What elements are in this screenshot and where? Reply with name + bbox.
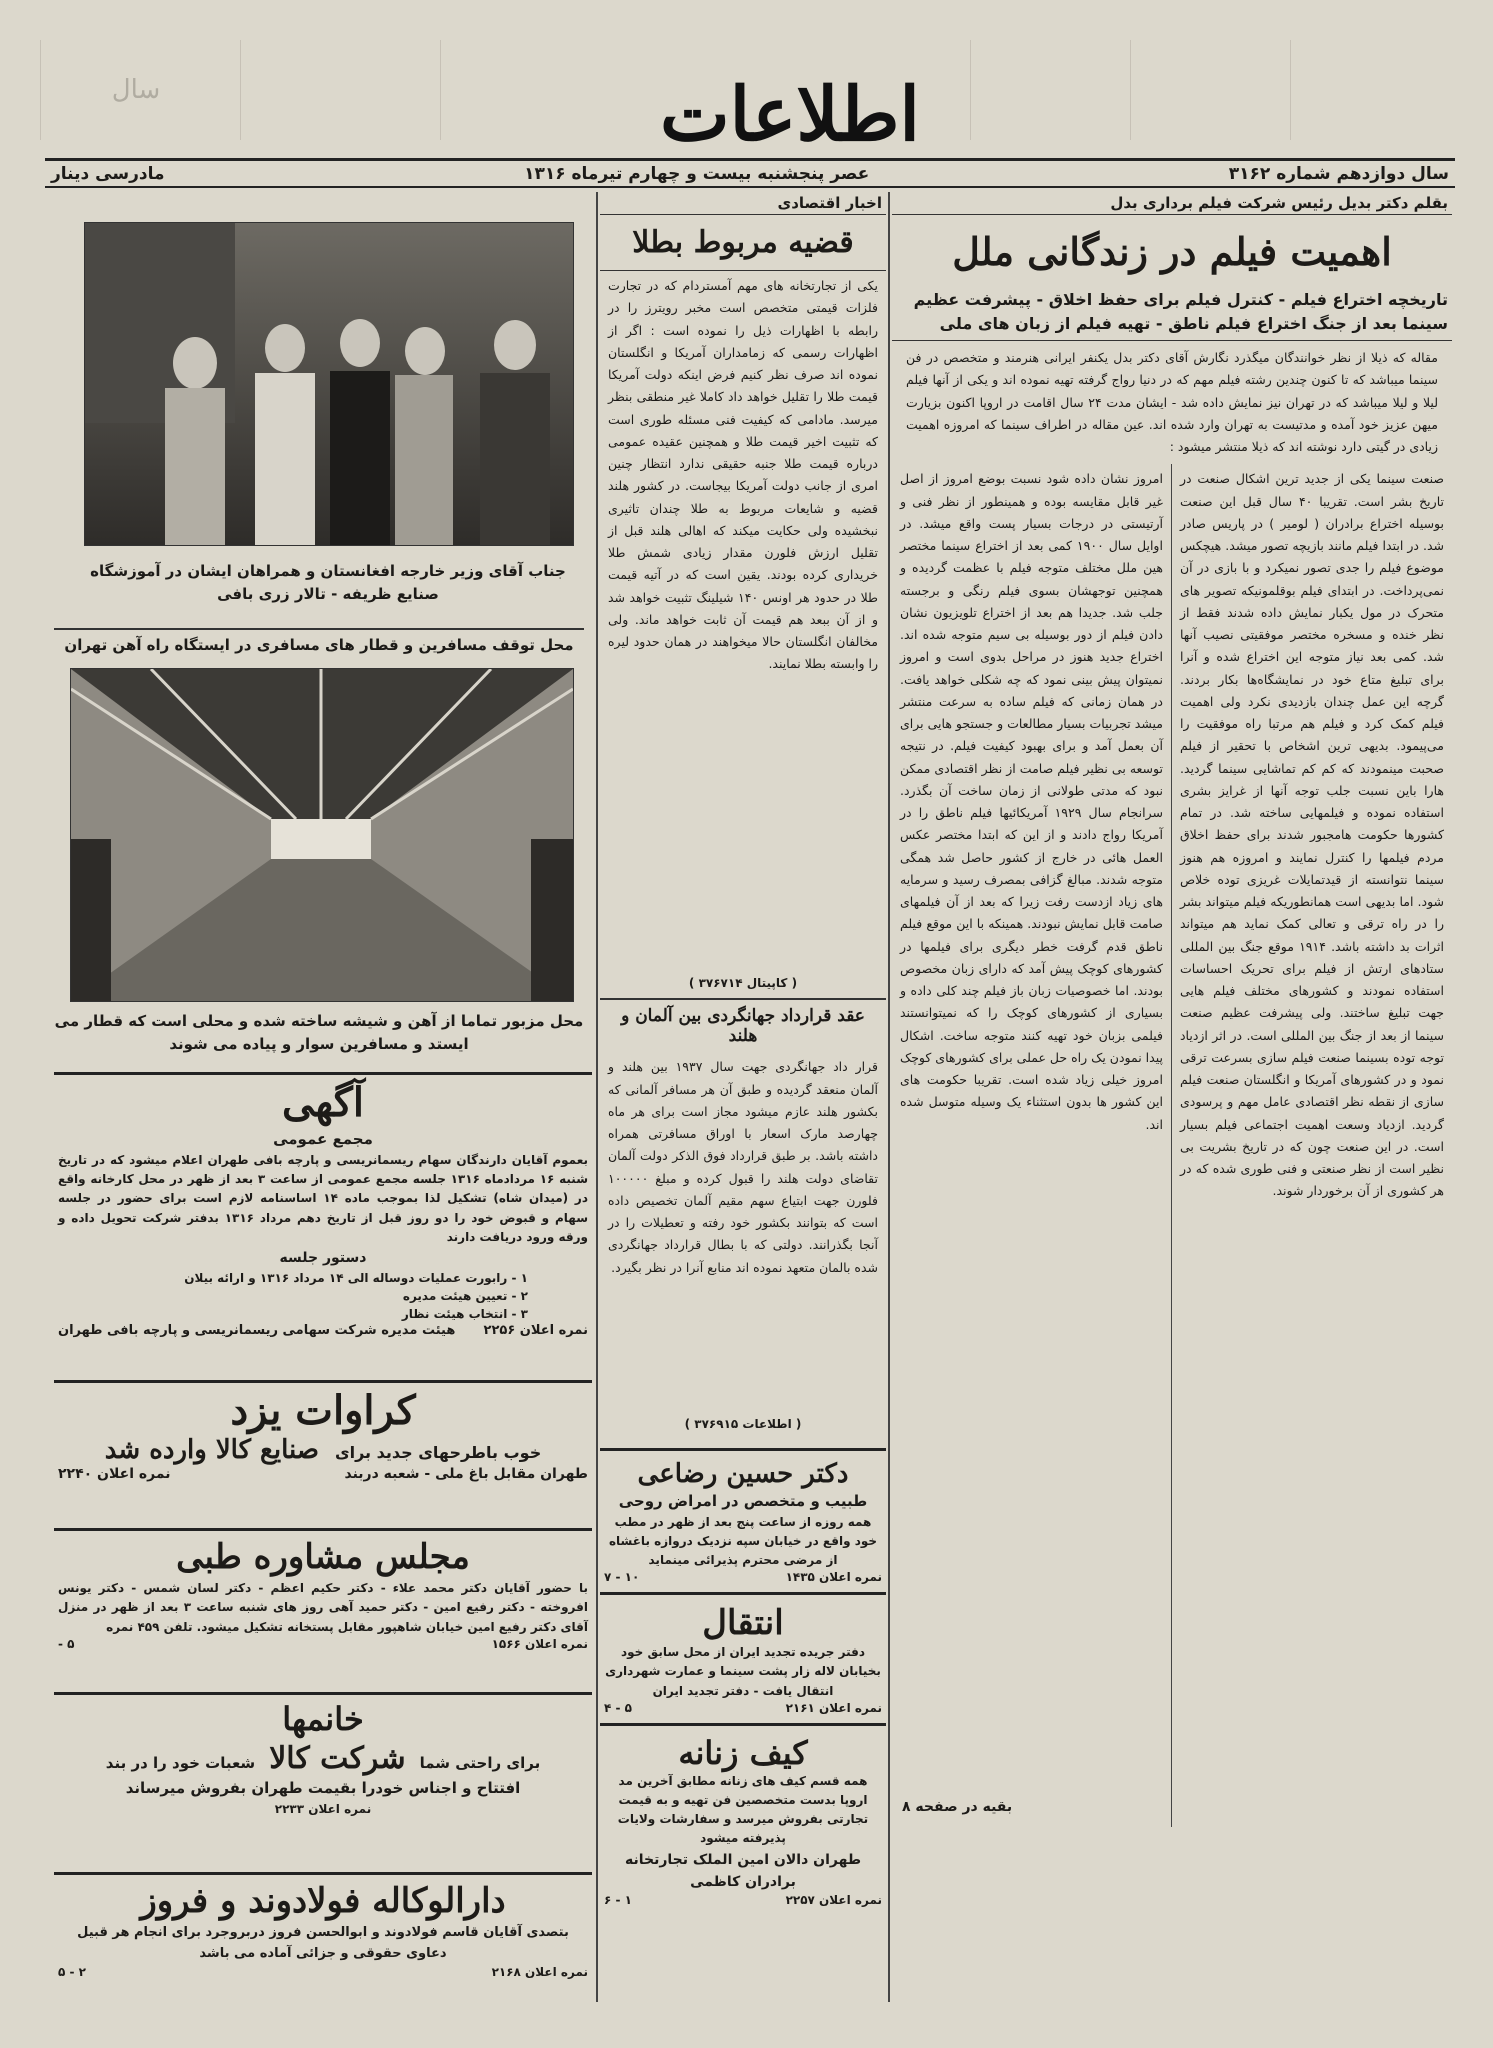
ad-move-code: ۵ - ۴ [604, 1700, 632, 1715]
faded-header-cell [1130, 40, 1281, 140]
ad-doctor [600, 1448, 886, 1593]
photo-station-image [71, 669, 573, 1001]
tourism-headline: عقد قرارداد جهانگردی بین آلمان و هلند [600, 998, 886, 1052]
ad-med-code: ۵ - [58, 1636, 75, 1651]
masthead [40, 30, 1460, 158]
ad-law-title: دارالوکاله فولادوند و فروز [140, 1881, 506, 1921]
faded-header-cell [240, 40, 431, 140]
ad-bag-text: همه قسم کیف های زنانه مطابق آخرین مد اروپا بدست متخصصین فن تهیه و به قیمت تجارتی بفروش میرسد و سفارشات ولایات پذیرفته میشود [617, 1773, 869, 1846]
photo-ministers-image [85, 223, 573, 545]
ad-move [600, 1592, 886, 1723]
tourism-article-body: قرار داد جهانگردی جهت سال ۱۹۳۷ بین هلند و آلمان منعقد گردیده و طبق آن هر مسافر آلمانی که بکشور هلند عازم میشود مجاز است برای هر ماه چهارصد مارک اسعار با اوراق مسافرتی همراه داشته باشد. بر طبق قرارداد فوق الذکر دولت آلمان تقاضای دولت هلند را قبول کرده و مبلغ ۱۰۰۰۰۰ فلورن جهت ابتیاع سهم مقیم آلمان تخصیص داده است که بتوانند بکشور خود رفته و تعطیلات را در آنجا بگذرانند. دولتی که با بطال قرارداد جهانگردی شده بالمان متعهد نموده اند منابع آنرا در نظر بگیرد. [608, 1059, 878, 1275]
faded-header-cell [440, 40, 601, 140]
ad-tie-title: کراوات یزد [230, 1387, 416, 1434]
article-intro: مقاله که ذیلا از نظر خوانندگان میگذرد نگارش آقای دکتر بدل یکنفر ایرانی هنرمند و متخصص در فن سینما میباشد که تا کنون چندین رشته فیلم مهم که در دنیا رواج گرفته تهیه نموده اند و یکی از آنها فیلم لیلا و لیلا میباشد که در تهران نیز نمایش داده شد - ایشان مدت ۲۴ سال اقامت در اروپا اکنون بزیارت میهن عزیز خود آمده و مدتیست به تهران وارد شده اند. عین مقاله در اطراف سینما که امروزه اهمیت زیادی در گیتی دارد نوشته اند که ذیلا منتشر میشود : [906, 350, 1439, 454]
ad-move-no: نمره اعلان ۲۱۶۱ [785, 1700, 882, 1715]
ad-doctor-sub: طبیب و متخصص در امراض روحی [618, 1491, 868, 1510]
ad-notice-no: نمره اعلان ۲۲۵۶ [483, 1323, 588, 1339]
ad-doctor-code: ۱۰ - ۷ [604, 1570, 640, 1585]
ad-bag-addr: طهران دالان امین الملک تجارتخانه برادران کاظمی [624, 1851, 862, 1890]
ad-notice [54, 1072, 592, 1342]
ad-doctor-title: دکتر حسین رضاعی [637, 1458, 849, 1489]
ad-tie-no: نمره اعلان ۲۲۴۰ [58, 1465, 171, 1482]
section-kicker: اخبار اقتصادی [600, 192, 886, 215]
ad-law-no: نمره اعلان ۲۱۶۸ [491, 1964, 588, 1979]
ad-doctor-no: نمره اعلان ۱۴۳۵ [785, 1570, 882, 1585]
ad-bag [600, 1723, 886, 1916]
ad-tie-text: خوب باطرحهای جدید برای [334, 1443, 542, 1462]
agenda-item: ۳ - انتخاب هیئت نظار [401, 1307, 528, 1322]
ad-bag-no: نمره اعلان ۲۲۵۷ [785, 1893, 882, 1908]
issue-price: مادرسی دینار [51, 163, 165, 184]
article-film [892, 192, 1452, 1827]
article-columns [892, 464, 1452, 1827]
column-rule [888, 192, 890, 2002]
ad-med-text: با حضور آقایان دکتر محمد علاء - دکتر حکیم اعظم - دکتر لسان شمس - دکتر یونس افروخته - دکتر رفیع امین - دکتر حمید آهی روز های شنبه ساعت ۳ بعد از ظهر در منزل آقای دکتر رفیع امین خیابان شاهپور مقابل پستخانه تشکیل میشود. تلفن ۴۵۹ نمره [58, 1581, 588, 1634]
article-subhead: تاریخچه اختراع فیلم - کنترل فیلم برای حفظ اخلاق - پیشرفت عظیم سینما بعد از جنگ اختراع فیلم ناطق - تهیه فیلم از زبان های ملی [892, 284, 1452, 341]
ad-notice-text: بعموم آقایان دارندگان سهام ریسمانریسی و پارچه بافی طهران اعلام میشود که در تاریخ شنبه ۱۶ مردادماه ۱۳۱۶ جلسه مجمع عمومی از ساعت ۳ بعد از ظهر در محل کارخانه واقع در (میدان شاه) تشکیل لذا بموجب ماده ۱۴ اساسنامه لازم است برای حضور در جلسه سهام و قبوض خود را دو روز قبل از تاریخ دهم مرداد ۱۳۱۶ بدفتر شرکت تحویل داده و ورقه ورود دریافت دارند [58, 1153, 589, 1244]
ad-kala-title: خانمها [282, 1700, 364, 1738]
ad-bag-code: ۱ - ۶ [604, 1893, 632, 1908]
photo-ministers-caption: جناب آقای وزیر خارجه افغانستان و همراهان ایشان در آموزشگاه صنایع ظریفه - تالار زری بافی [90, 562, 566, 604]
ad-med-no: نمره اعلان ۱۵۶۶ [491, 1636, 588, 1651]
ad-kala-no: نمره اعلان ۲۲۳۳ [274, 1801, 372, 1816]
article-kicker: بقلم دکتر بدیل رئیس شرکت فیلم برداری بدل [892, 192, 1452, 215]
ad-kala-text3: افتتاح و اجناس خودرا بقیمت طهران بفروش میرساند [125, 1778, 521, 1797]
faded-header-cell [970, 40, 1121, 140]
ad-notice-sign: هیئت مدیره شرکت سهامی ریسمانریسی و پارچه بافی طهران [58, 1323, 456, 1339]
article-body-left-wrap [892, 464, 1171, 1819]
ad-kala-brand: شرکت کالا [269, 1740, 406, 1776]
article-body-left: امروز نشان داده شود نسبت بوضع امروز از اصل غیر قابل مقایسه بوده و همینطور از نظر فنی و آرتیستی در درجات بسیار پست واقع میشد. در اوایل سال ۱۹۰۰ کمی بعد از اختراع سینما مختصر هین ملل مختلف متوجه فیلم با عظمت گردیده و همچنین توجهشان بسوی فیلم رنگی و برجسته جلب شد. جدیدا هم بعد از اختراع تلویزیون نشان دادن فیلم از دور بوسیله بی سیم متوجه شده اند. اختراع جدید هنوز در مراحل بدوی است و امروز نمیتوان پیش بینی نمود که چه شکلی خواهد یافت. در همان زمانی که فیلم ساده به سرعت منتشر میشد تجربیات بسیار مطالعات و جستجو هایی برای آن بعمل آمد و برای بهبود کیفیت فیلم. در نتیجه توسعه بی نظیر فیلم صامت از نظر اقتصادی ممکن نبود که مدتی طولانی از زمان ساخت آن بگذرد. سرانجام سال ۱۹۲۹ آمریکائیها فیلم ناطق را در آمریکا رواج دادند و از این که ابتدا مختصر عکس العمل هائی در خارج از کشور حاصل شد همگی متوجه شدند. مبالغ گزافی بمصرف رسید و سرمایه های زیاد ازدست رفت زیرا که بعد از آن فیلمهای صامت قابل نمایش نبودند. همینکه با این موقع فیلم ناطق قدم گرفت خطر دیگری برای فیلمها در کشورهای کوچک پیش آمد که دارای زبان مخصوص بودند. اما خصوصیات زبان باز فیلم چند کلی داده و بسیاری از کشورهای کوچک را که نمیتوانستند فیلمی بزبان خود تهیه کنند متوجه ساخت. اشکال پیدا نمودن یک راه حل عملی برای کشورهای کوچک امروز خیلی زیاد شده است. تقریبا حکومت های این کشور ها بدون استثناء یک وسیله متوسل شده اند. [900, 471, 1163, 1132]
issue-date: عصر پنجشنبه بیست و چهارم تیرماه ۱۳۱۶ [524, 163, 870, 184]
gold-source: ( کاپیتال ۳۷۶۷۱۴ ) [688, 976, 798, 990]
ad-notice-agenda-title: دستور جلسه [279, 1249, 367, 1266]
ad-medical [54, 1528, 592, 1655]
ad-med-title: مجلس مشاوره طبی [176, 1537, 470, 1577]
column-rule [596, 192, 598, 2002]
photo-station-title: محل توقف مسافرین و قطار های مسافری در ایستگاه راه آهن تهران [54, 628, 584, 657]
ad-kala-text1: برای راحتی شما [419, 1753, 541, 1772]
ad-move-title: انتقال [702, 1603, 784, 1644]
agenda-item: ۲ - تعیین هیئت مدیره [402, 1289, 528, 1304]
photo-station [70, 668, 574, 1002]
photo-station-caption: محل مزبور تماما از آهن و شیشه ساخته شده و محلی است که قطار می ایستد و مسافرین سوار و پیاده می شوند [54, 1012, 584, 1054]
ad-kala-text2: شعبات خود را در بند [105, 1753, 256, 1772]
economic-news [600, 192, 886, 1915]
agenda-item: ۱ - رابورت عملیات دوساله الی ۱۴ مرداد ۱۳۱۶ و ارائه بیلان [184, 1271, 528, 1286]
gold-article-body: یکی از تجارتخانه های مهم آمستردام که در تجارت فلزات قیمتی متخصص است مخبر رویترز را در رابطه با اظهارات ذیل را نموده است : اگر از اظهارات رسمی که زمامداران آمریکا و انگلستان نموده اند صرف نظر کنیم فرض اینکه دولت آمریکا قیمت طلا را تقلیل خواهد داد کاملا غیر منطقی بنظر میرسد. مادامی که کیفیت فنی مسئله طوری است که تثبیت اخیر قیمت طلا و همچنین عقیده عمومی درباره قیمت طلا جنبه حقیقی ندارد انتظار چنین امری از جانب دولت آمریکا بیجاست. در کشور هلند قضیه و شایعات مربوط به طلا چندان تاثیری نبخشیده ولی حکایت میکند که اهالی هلند قبل از تقلیل ارزش فلورن مقدار زیادی شمش طلا خریداری کرده بودند. یقین است که در آتیه قیمت طلا در حدود هر اونس ۱۴۰ شیلینگ تثبیت خواهد شد و از آن ببعد هم قیمت آن ثابت خواهد ماند. ولی مخالفان انگلستان حالا میخواهند در همان حدود لیره را وابسته بطلا نمایند. [608, 278, 878, 672]
faded-header-cell: سال [40, 40, 231, 140]
ad-kala [54, 1692, 592, 1823]
ad-notice-agenda [58, 1269, 588, 1323]
ad-tie-brand: صنایع کالا وارده شد [104, 1435, 319, 1465]
ad-notice-sub: مجمع عمومی [273, 1130, 373, 1148]
gold-headline: قضیه مربوط بطلا [600, 215, 886, 271]
continued-notice: بقیه در صفحه ۸ [902, 1799, 1013, 1816]
ad-law [54, 1872, 592, 1983]
photo-ministers [84, 222, 574, 546]
ad-tie [54, 1380, 592, 1486]
ad-move-text: دفتر جریده تجدید ایران از محل سابق خود بخیابان لاله زار پشت سینما و عمارت شهرداری انتقال یافت - دفتر تجدید ایران [605, 1645, 881, 1698]
newspaper-title: اطلاعات [660, 72, 920, 158]
ad-doctor-text: همه روزه از ساعت پنج بعد از ظهر در مطب خود واقع در خیابان سپه نزدیک دروازه باغشاه از مرضی محترم پذیرائی مینماید [608, 1514, 878, 1568]
ad-tie-addr: طهران مقابل باغ ملی - شعبه دربند [344, 1465, 588, 1482]
tourism-source: ( اطلاعات ۳۷۶۹۱۵ ) [684, 1417, 802, 1432]
ad-bag-title: کیف زنانه [678, 1733, 808, 1772]
ad-law-text: بتصدی آقایان قاسم فولادوند و ابوالحسن فروز دربروجرد برای انجام هر قبیل دعاوی حقوقی و جزائی آماده می باشد [77, 1925, 569, 1961]
issue-number: سال دوازدهم شماره ۳۱۶۲ [1228, 163, 1449, 184]
faded-header-cell [1290, 40, 1461, 140]
article-body-right: صنعت سینما یکی از جدید ترین اشکال صنعت در تاریخ بشر است. تقریبا ۴۰ سال قبل این صنعت بوسیله اختراع برادران ( لومیر ) در پاریس صادر شد. در ابتدا فیلم مانند بازیچه تصور میشد. هیچکس موضوع فیلم را جدی تصور نمیکرد و با بازی در آن نمی‌پرداخت. در ابتدای فیلم بوقلمونیکه تصویر های متحرک در مول یکبار نمایش داده شدند فقط از نظر خنده و مسخره مختصر موفقیتی نصیب آنها شد. کمی بعد نیاز متوجه این اختراع شده و آنرا برای تبلیغ متاع خود در نمایشگاه‌ها بکار بردند. گرچه این عمل چندان بازدیدی نکرد ولی اهمیت فیلم کمک کرد و فیلم هم مرتبا راه موفقیت را می‌پیمود. بدیهی ترین اشخاص با تحقیر از فیلم صحبت مینمودند که کم کم تماشایی سینما گردید. هارا باین نسبت جلب توجه آنها از غرایز بشری استفاده نموده و فیلمهایی ساخته شد. در تمام کشورها حکومت هامجبور شدند برای حفظ اخلاق مردم فیلمها را کنترل نمایند و امروزه هم هنوز سینما نتوانسته از قیدتمایلات غریزی توده خلاص شود. اما بدیهی است همانطوریکه فیلم میتواند بشر را در راه ترقی و تعالی کمک نماید هم میتواند اثرات بد داشته باشد. ۱۹۱۴ موقع جنگ بین المللی ستادهای ارتش از فیلم برای تحریک احساسات استفاده نمودند و کشورهای مختلف فیلم هایی جهت تبلیغ ساختند. ولی پیشرفت عظیم صنعت سینما از بعد از جنگ بین المللی است. در اثر ازدیاد توجه توده بسینما صنعت فیلم سازی بسرعت ترقی نمود و در کشورهای آمریکا و انگلستان صنعت فیلم سازی از نقطه نظر اقتصادی عامل مهم و پرسودی گردید. ازدیاد وسعت اهمیت اجتماعی فیلم بسیار است. در این صنعت چون که در تاریخ بشریت بی نظیر است از نظر صنعتی و فنی طوری شده که در هر کشوری از آن برخوردار شوند. [1171, 464, 1452, 1827]
article-headline: اهمیت فیلم در زندگانی ملل [952, 229, 1392, 274]
ad-notice-title: آگهی [282, 1079, 364, 1126]
issue-info-bar [45, 158, 1455, 188]
ad-law-code: ۲ - ۵ [58, 1964, 86, 1979]
